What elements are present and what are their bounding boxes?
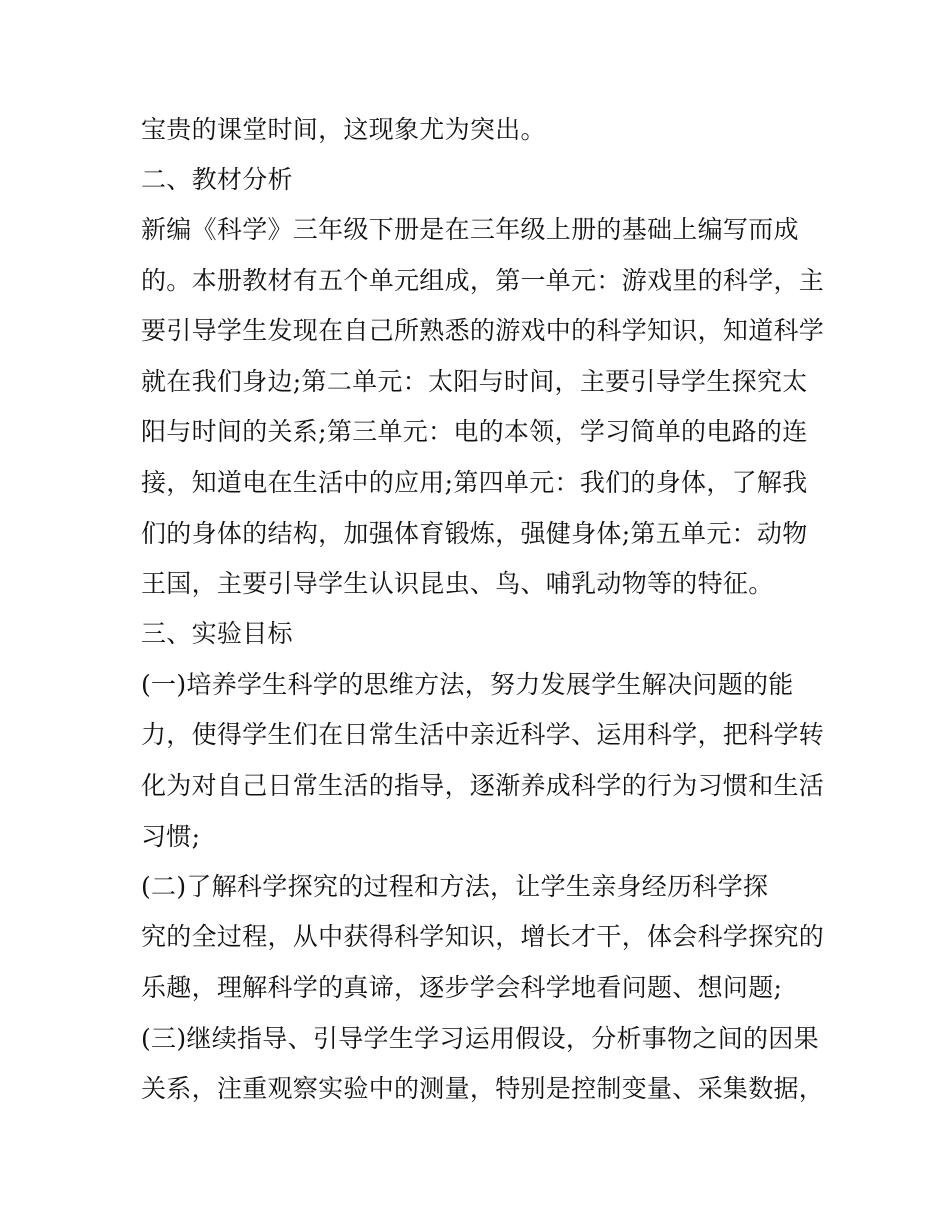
section-heading: 三、实验目标: [141, 619, 293, 648]
text-line: 究的全过程，从中获得科学知识，增长才干，体会科学探究的: [141, 922, 825, 951]
text-line: 王国，主要引导学生认识昆虫、鸟、哺乳动物等的特征。: [141, 569, 774, 598]
text-line: 的。本册教材有五个单元组成，第一单元：游戏里的科学，主: [141, 266, 825, 295]
section-heading: 二、教材分析: [141, 165, 293, 194]
text-line: 新编《科学》三年级下册是在三年级上册的基础上编写而成: [141, 215, 799, 244]
text-line: 力，使得学生们在日常生活中亲近科学、运用科学，把科学转: [141, 720, 825, 749]
text-line: (三)继续指导、引导学生学习运用假设，分析事物之间的因果: [141, 1024, 819, 1053]
text-line: 要引导学生发现在自己所熟悉的游戏中的科学知识，知道科学: [141, 316, 825, 345]
text-line: (二)了解科学探究的过程和方法，让学生亲身经历科学探: [141, 872, 769, 901]
text-line: 阳与时间的关系;第三单元：电的本领，学习简单的电路的连: [141, 417, 808, 446]
text-line: 化为对自己日常生活的指导，逐渐养成科学的行为习惯和生活: [141, 771, 825, 800]
text-line: (一)培养学生科学的思维方法，努力发展学生解决问题的能: [141, 670, 794, 699]
text-line: 们的身体的结构，加强体育锻炼，强健身体;第五单元：动物: [141, 519, 808, 548]
text-line: 关系，注重观察实验中的测量，特别是控制变量、采集数据，: [141, 1074, 825, 1103]
text-line: 接，知道电在生活中的应用;第四单元：我们的身体，了解我: [141, 468, 808, 497]
text-line: 习惯;: [141, 822, 201, 851]
text-line: 乐趣，理解科学的真谛，逐步学会科学地看问题、想问题;: [141, 973, 783, 1002]
text-line: 宝贵的课堂时间，这现象尤为突出。: [141, 115, 546, 144]
text-line: 就在我们身边;第二单元：太阳与时间，主要引导学生探究太: [141, 367, 808, 396]
